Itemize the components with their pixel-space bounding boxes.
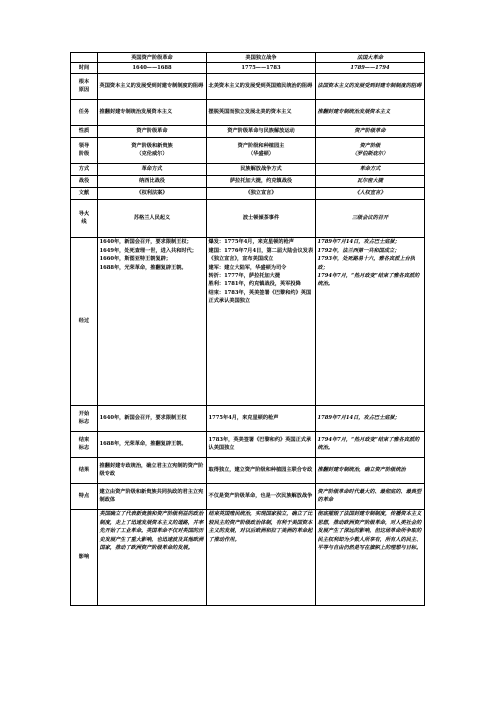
cell-french: 三级会议的召开 (316, 199, 425, 237)
cell-english: 英国确立了代表新贵族和资产阶级利益的政治制度，走上了迅速发展资本主义的道路，并率先开始了工业革命。英国革命不仅对英国的历史发展产生了重大影响，也迅速波及其他欧洲国家，推动了欧洲资产阶级革命的发展。 (98, 509, 207, 605)
row-label: 时间 (71, 63, 98, 73)
row-nature (71, 125, 425, 137)
cell-english: 1640年，新国会召开，要求限制王权； 1649年，处死查理一世，进入共和时代； 1660年，斯图亚特王朝复辟； 1688年，光荣革命，推翻复辟王朝。 (98, 237, 207, 405)
cell-english: 推翻封建专制统治发展资本主义 (98, 99, 207, 125)
cell-french: 1789年7月14日，攻占巴士底狱； 1792年，法兰西第一共和国成立； 1793年，处死路易十六，雅各宾派上台执政； 1794年7月，“热月政变”结束了雅各宾派的统治。 (316, 237, 425, 405)
header-english: 英国资产阶级革命 (98, 53, 207, 63)
row-start-marker (71, 405, 425, 431)
cell-american: 萨拉托加大捷，约克镇战役 (207, 175, 316, 187)
cell-english: 《权利法案》 (98, 187, 207, 199)
header-row (71, 53, 425, 63)
row-impact (71, 509, 425, 605)
row-time (71, 63, 425, 73)
header-french: 法国大革命 (316, 53, 425, 63)
cell-american: 资产阶级和种植园主 （华盛顿） (207, 137, 316, 163)
cell-american: 爆发：1775年4月，来克星顿的枪声 建国：1776年7月4日，第二届大陆会议发表《独立宣言》，宣布美国成立 建军：建立大陆军，华盛顿为司令 转折：1777年，萨拉托加大捷 胜利：1781年，约克镇战役，英军投降 结束：1783年，英美签署《巴黎和约》英国正式承认美国独立 (207, 237, 316, 405)
row-documents (71, 187, 425, 199)
row-leading-class (71, 137, 425, 163)
row-label: 方式 (71, 163, 98, 175)
row-label: 任务 (71, 99, 98, 125)
cell-american: 资产阶级革命与民族解放运动 (207, 125, 316, 137)
cell-english: 革命方式 (98, 163, 207, 175)
row-label: 影响 (71, 509, 98, 605)
cell-french: 革命方式 (316, 163, 425, 175)
cell-american: 摆脱英国而独立发展北美的资本主义 (207, 99, 316, 125)
cell-french: 1789——1794 (316, 63, 425, 73)
header-american: 美国独立战争 (207, 53, 316, 63)
cell-american: 1783年，英美签署《巴黎和约》英国正式承认美国独立 (207, 431, 316, 457)
cell-american: 取得独立，建立资产阶级和种植园主联合专政 (207, 457, 316, 483)
cell-english: 1640年，新国会召开，要求限制王权 (98, 405, 207, 431)
cell-english: 建立由资产阶级和新贵族共同执政的君主立宪制政体 (98, 483, 207, 509)
cell-french: 瓦尔密大捷 (316, 175, 425, 187)
row-method (71, 163, 425, 175)
cell-english: 1640——1688 (98, 63, 207, 73)
row-label: 开始 标志 (71, 405, 98, 431)
cell-english: 英国资本主义的发展受到封建专制制度的阻碍 (98, 73, 207, 99)
cell-american: 结束英国殖民统治，实现国家独立，确立了比较民主的资产阶级政治体制，有利于美国资本主义的发展，对以后欧洲和拉丁美洲的革命起了推动作用。 (207, 509, 316, 605)
cell-american: 不仅是资产阶级革命，也是一次民族解放战争 (207, 483, 316, 509)
row-task (71, 99, 425, 125)
cell-french: 1789年7月14日，攻占巴士底狱； (316, 405, 425, 431)
cell-french: 1794年7月，“热月政变”结束了雅各宾派的统治。 (316, 431, 425, 457)
row-label: 根本 原因 (71, 73, 98, 99)
row-process (71, 237, 425, 405)
row-label: 特点 (71, 483, 98, 509)
cell-american: 波士顿倾茶事件 (207, 199, 316, 237)
row-label: 领导 阶级 (71, 137, 98, 163)
row-label: 经过 (71, 237, 98, 405)
row-label: 结果 (71, 457, 98, 483)
row-label: 导火 线 (71, 199, 98, 237)
row-features (71, 483, 425, 509)
row-battles (71, 175, 425, 187)
cell-english: 1688年，光荣革命，推翻复辟王朝。 (98, 431, 207, 457)
cell-french: 资产阶级革命时代最大的、最彻底的、最典型的革命 (316, 483, 425, 509)
cell-english: 纳西比战役 (98, 175, 207, 187)
row-label: 性质 (71, 125, 98, 137)
cell-english: 推翻封建专政统治，确立君主立宪制的资产阶级专政 (98, 457, 207, 483)
cell-american: 《独立宣言》 (207, 187, 316, 199)
cell-french: 《人权宣言》 (316, 187, 425, 199)
row-label: 战役 (71, 175, 98, 187)
row-result (71, 457, 425, 483)
cell-french: 推翻封建专制统治，确立资产阶级统治 (316, 457, 425, 483)
cell-french: 推翻封建专制统治发展资本主义 (316, 99, 425, 125)
cell-english: 资产阶级革命 (98, 125, 207, 137)
cell-english: 资产阶级和新贵族 （克伦威尔） (98, 137, 207, 163)
row-label: 结束 标志 (71, 431, 98, 457)
row-end-marker (71, 431, 425, 457)
row-root-cause (71, 73, 425, 99)
cell-english: 苏格兰人民起义 (98, 199, 207, 237)
cell-french: 彻底摧毁了法国封建专制制度，传播资本主义思想，推动欧洲资产阶级革命，对人类社会的发展产生了深远的影响，但这场革命所争取的民主权利却为少数人所享有，所有人的民主、平等与自由仍然是写在旗帜上的理想与目标。 (316, 509, 425, 605)
row-label: 文献 (71, 187, 98, 199)
cell-american: 民族解放战争方式 (207, 163, 316, 175)
row-trigger (71, 199, 425, 237)
cell-american: 北美资本主义的发展受到英国殖民统治的阻碍 (207, 73, 316, 99)
cell-french: 资产阶级 （罗伯斯庇尔） (316, 137, 425, 163)
corner-cell (71, 53, 98, 63)
cell-french: 资产阶级革命 (316, 125, 425, 137)
cell-french: 法国资本主义的发展受到封建专制制度的阻碍 (316, 73, 425, 99)
cell-american: 1775——1783 (207, 63, 316, 73)
comparison-table (70, 52, 425, 606)
cell-american: 1775年4月，来克星顿的枪声 (207, 405, 316, 431)
